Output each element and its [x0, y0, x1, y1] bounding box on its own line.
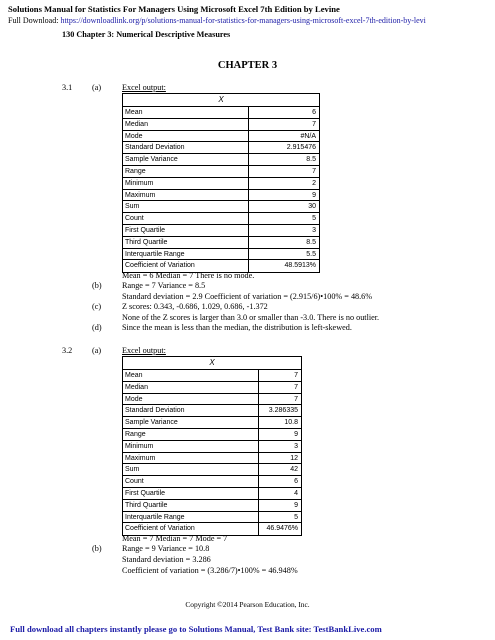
stat-value: 6: [312, 109, 316, 116]
table-row: [123, 453, 301, 465]
problem-number-3-2: 3.2: [62, 346, 73, 355]
table-row: [123, 382, 301, 394]
excel-output-table: [122, 93, 320, 273]
table-row: [123, 178, 319, 190]
part-d-label: (d): [92, 323, 102, 332]
stat-name: Sum: [123, 201, 249, 212]
table-row: [123, 190, 319, 202]
answer-c-line2: None of the Z scores is larger than 3.0 or smaller than -3.0. There is no outlier.: [122, 313, 380, 322]
stat-name: Count: [123, 213, 249, 224]
stat-name: Coefficient of Variation: [123, 523, 259, 535]
table-header: X: [123, 94, 319, 107]
stat-value: 7: [294, 395, 298, 403]
answer-a-line: Mean = 6 Median = 7 There is no mode.: [122, 271, 255, 280]
stat-value: 2.915476: [286, 144, 316, 152]
stat-name: Maximum: [123, 453, 259, 464]
part-c-label: (c): [92, 302, 102, 311]
table-row: [123, 249, 319, 261]
table-row: [123, 213, 319, 225]
table-row: [123, 500, 301, 512]
stat-name: Range: [123, 429, 259, 440]
table-row: [123, 441, 301, 453]
answer-b-line2: Standard deviation = 3.286: [122, 555, 211, 564]
table-row: [123, 417, 301, 429]
excel-output-label: Excel output:: [122, 346, 166, 355]
table-row: [123, 429, 301, 441]
table-row: [123, 370, 301, 382]
answer-a-line: Mean = 7 Median = 7 Mode = 7: [122, 534, 228, 543]
stat-value: 7: [294, 383, 298, 391]
table-row: [123, 488, 301, 500]
table-row: [123, 107, 319, 119]
table-row: [123, 201, 319, 213]
stat-name: Sample Variance: [123, 417, 259, 428]
table-row: [123, 476, 301, 488]
stat-value: #N/A: [300, 132, 316, 140]
stat-value: 42: [290, 466, 298, 474]
copyright: Copyright ©2014 Pearson Education, Inc.: [185, 600, 310, 609]
stat-name: Minimum: [123, 178, 249, 189]
stat-name: Mode: [123, 131, 249, 142]
table-row: [123, 512, 301, 524]
stat-value: 10.8: [284, 419, 298, 427]
table-row: [123, 119, 319, 131]
stat-value: 7: [312, 167, 316, 175]
stat-name: First Quartile: [123, 488, 259, 499]
table-row: [123, 464, 301, 476]
stat-value: 9: [312, 191, 316, 199]
table-row: [123, 166, 319, 178]
stat-name: Interquartile Range: [123, 512, 259, 523]
stat-value: 30: [308, 203, 316, 211]
footer-link[interactable]: Full download all chapters instantly please go to Solutions Manual, Test Bank site: TestBankLive.com: [10, 624, 382, 634]
stat-value: 8.5: [306, 238, 316, 246]
document-title: Solutions Manual for Statistics For Managers Using Microsoft Excel 7th Edition by Levine: [8, 4, 340, 14]
part-b-label: (b): [92, 281, 102, 290]
stat-value: 2: [312, 179, 316, 187]
answer-b-line1: Range = 7 Variance = 8.5: [122, 281, 206, 290]
answer-b-line2: Standard deviation = 2.9 Coefficient of variation = (2.915/6)•100% = 48.6%: [122, 292, 373, 301]
stat-name: Coefficient of Variation: [123, 260, 249, 272]
stat-name: Range: [123, 166, 249, 177]
stat-name: Third Quartile: [123, 237, 249, 248]
stat-name: Sample Variance: [123, 154, 249, 165]
stat-name: Standard Deviation: [123, 405, 259, 416]
stat-value: 46.9476%: [266, 525, 298, 533]
stat-name: Interquartile Range: [123, 249, 249, 260]
stat-name: Mode: [123, 394, 259, 405]
stat-value: 9: [294, 501, 298, 509]
stat-name: Mean: [123, 370, 259, 381]
table-header: X: [123, 357, 301, 370]
stat-value: 3: [312, 226, 316, 234]
table-row: [123, 131, 319, 143]
stat-value: 9: [294, 430, 298, 438]
excel-output-table: [122, 356, 302, 536]
answer-b-line1: Range = 9 Variance = 10.8: [122, 544, 210, 553]
stat-value: 3.286335: [268, 407, 298, 415]
download-link[interactable]: https://downloadlink.org/p/solutions-manual-for-statistics-for-managers-using-microsoft-excel-7th-edition-by-levi: [60, 16, 426, 25]
stat-name: Median: [123, 119, 249, 130]
table-row: [123, 154, 319, 166]
stat-value: 4: [294, 489, 298, 497]
excel-output-label: Excel output:: [122, 83, 166, 92]
table-row: [123, 142, 319, 154]
stat-name: Maximum: [123, 190, 249, 201]
table-row: [123, 405, 301, 417]
table-row: [123, 394, 301, 406]
stat-name: Median: [123, 382, 259, 393]
stat-value: 7: [294, 372, 298, 379]
part-b-label: (b): [92, 544, 102, 553]
stat-name: Mean: [123, 107, 249, 118]
answer-c-line1: Z scores: 0.343, -0.686, 1.029, 0.686, -1.372: [122, 302, 268, 311]
stat-name: Standard Deviation: [123, 142, 249, 153]
download-label: Full Download:: [8, 16, 61, 25]
stat-value: 3: [294, 442, 298, 450]
stat-value: 5: [312, 215, 316, 223]
part-a-label: (a): [92, 83, 102, 92]
stat-value: 5: [294, 513, 298, 521]
stat-value: 48.5913%: [284, 262, 316, 270]
table-row: [123, 237, 319, 249]
stat-name: Sum: [123, 464, 259, 475]
problem-number-3-1: 3.1: [62, 83, 73, 92]
stat-value: 8.5: [306, 156, 316, 164]
stat-value: 6: [294, 478, 298, 486]
part-a-label: (a): [92, 346, 102, 355]
download-line: [8, 16, 495, 25]
stat-name: Count: [123, 476, 259, 487]
chapter-title: CHAPTER 3: [217, 60, 278, 71]
stat-name: Third Quartile: [123, 500, 259, 511]
stat-value: 7: [312, 120, 316, 128]
page-header: 130 Chapter 3: Numerical Descriptive Measures: [62, 30, 231, 39]
stat-value: 12: [290, 454, 298, 462]
answer-b-line3: Coefficient of variation = (3.286/7)•100% = 46.948%: [122, 566, 298, 575]
table-row: [123, 225, 319, 237]
stat-name: First Quartile: [123, 225, 249, 236]
answer-d-line: Since the mean is less than the median, the distribution is left-skewed.: [122, 323, 352, 332]
stat-name: Minimum: [123, 441, 259, 452]
stat-value: 5.5: [306, 250, 316, 258]
